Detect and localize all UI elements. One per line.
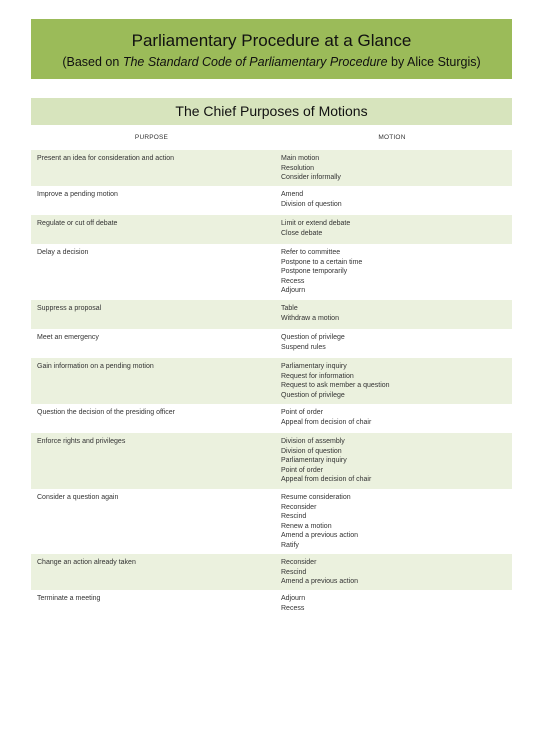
motion-item: Parliamentary inquiry [281, 363, 347, 370]
purpose-cell: Meet an emergency [37, 334, 99, 341]
motion-cell [272, 186, 512, 215]
subtitle-prefix: (Based on [62, 55, 123, 69]
motion-cell [272, 404, 512, 433]
purpose-cell: Terminate a meeting [37, 595, 101, 602]
motion-item: Parliamentary inquiry [281, 457, 347, 465]
table-row [31, 215, 512, 244]
motion-item: Division of question [281, 447, 342, 455]
motion-item: Reconsider [281, 559, 317, 566]
purpose-cell: Gain information on a pending motion [37, 363, 154, 370]
table-row [31, 300, 512, 329]
motions-table [31, 150, 512, 619]
purpose-cell: Change an action already taken [37, 559, 136, 566]
motion-item: Recess [281, 277, 305, 285]
table-row [31, 489, 512, 554]
column-header-purpose: PURPOSE [134, 134, 169, 141]
motion-item: Postpone temporarily [281, 268, 348, 276]
table-row [31, 358, 512, 404]
motion-item: Close debate [281, 229, 323, 237]
purpose-cell: Enforce rights and privileges [37, 438, 126, 445]
motion-item: Appeal from decision of chair [281, 476, 372, 484]
motion-item: Ratify [281, 541, 299, 549]
table-header [31, 125, 512, 150]
page-title: Parliamentary Procedure at a Glance [131, 31, 412, 50]
motion-item: Table [281, 305, 298, 312]
document-sheet [31, 19, 512, 619]
motion-item: Adjourn [281, 287, 306, 295]
purpose-cell: Suppress a proposal [37, 305, 102, 312]
motion-cell [272, 554, 512, 590]
motion-cell [272, 590, 512, 619]
motion-item: Division of assembly [281, 438, 345, 445]
motion-item: Question of privilege [281, 334, 345, 341]
title-banner [31, 19, 512, 79]
motion-item: Amend a previous action [281, 578, 359, 586]
motion-item: Main motion [281, 155, 320, 162]
motion-item: Request for information [281, 372, 354, 380]
table-row [31, 186, 512, 215]
table-row [31, 404, 512, 433]
motion-item: Renew a motion [281, 522, 332, 530]
column-header-motion: MOTION [378, 134, 406, 141]
purpose-cell: Regulate or cut off debate [37, 220, 118, 227]
motion-item: Resolution [281, 164, 315, 172]
motion-item: Point of order [281, 409, 324, 416]
table-row [31, 150, 512, 186]
motion-item: Request to ask member a question [281, 382, 390, 390]
purpose-cell: Question the decision of the presiding officer [37, 409, 176, 416]
subtitle-suffix: by Alice Sturgis) [387, 55, 481, 69]
purpose-cell: Present an idea for consideration and action [37, 155, 174, 162]
motion-item: Resume consideration [281, 494, 351, 501]
motion-cell [272, 329, 512, 358]
motion-cell [272, 489, 512, 554]
motion-item: Postpone to a certain time [281, 258, 363, 266]
motion-item: Rescind [281, 568, 307, 576]
motion-item: Amend [281, 191, 304, 198]
page-subtitle [31, 53, 512, 71]
motion-item: Point of order [281, 466, 324, 474]
purpose-cell: Delay a decision [37, 249, 89, 256]
section-heading: The Chief Purposes of Motions [31, 98, 512, 125]
motion-item: Adjourn [281, 595, 306, 602]
motion-cell [272, 244, 512, 300]
purpose-cell: Consider a question again [37, 494, 119, 501]
table-row [31, 554, 512, 590]
motion-item: Rescind [281, 513, 307, 521]
motion-cell [272, 300, 512, 329]
motion-item: Appeal from decision of chair [281, 418, 372, 426]
subtitle-book-title: The Standard Code of Parliamentary Procedure [122, 55, 388, 69]
motion-item: Amend a previous action [281, 532, 359, 540]
motion-cell [272, 150, 512, 186]
motion-item: Division of question [281, 200, 342, 208]
motion-item: Withdraw a motion [281, 314, 339, 322]
motion-item: Limit or extend debate [281, 220, 351, 227]
motion-cell [272, 215, 512, 244]
motion-item: Refer to committee [281, 249, 341, 256]
motion-item: Suspend rules [281, 343, 326, 351]
motion-item: Reconsider [281, 503, 317, 511]
table-row [31, 329, 512, 358]
motion-cell [272, 433, 512, 489]
table-row [31, 244, 512, 300]
purpose-cell: Improve a pending motion [37, 191, 118, 198]
motion-item: Recess [281, 604, 305, 612]
table-row [31, 590, 512, 619]
motion-item: Question of privilege [281, 391, 345, 399]
motion-item: Consider informally [281, 174, 341, 182]
motion-cell [272, 358, 512, 404]
table-row [31, 433, 512, 489]
